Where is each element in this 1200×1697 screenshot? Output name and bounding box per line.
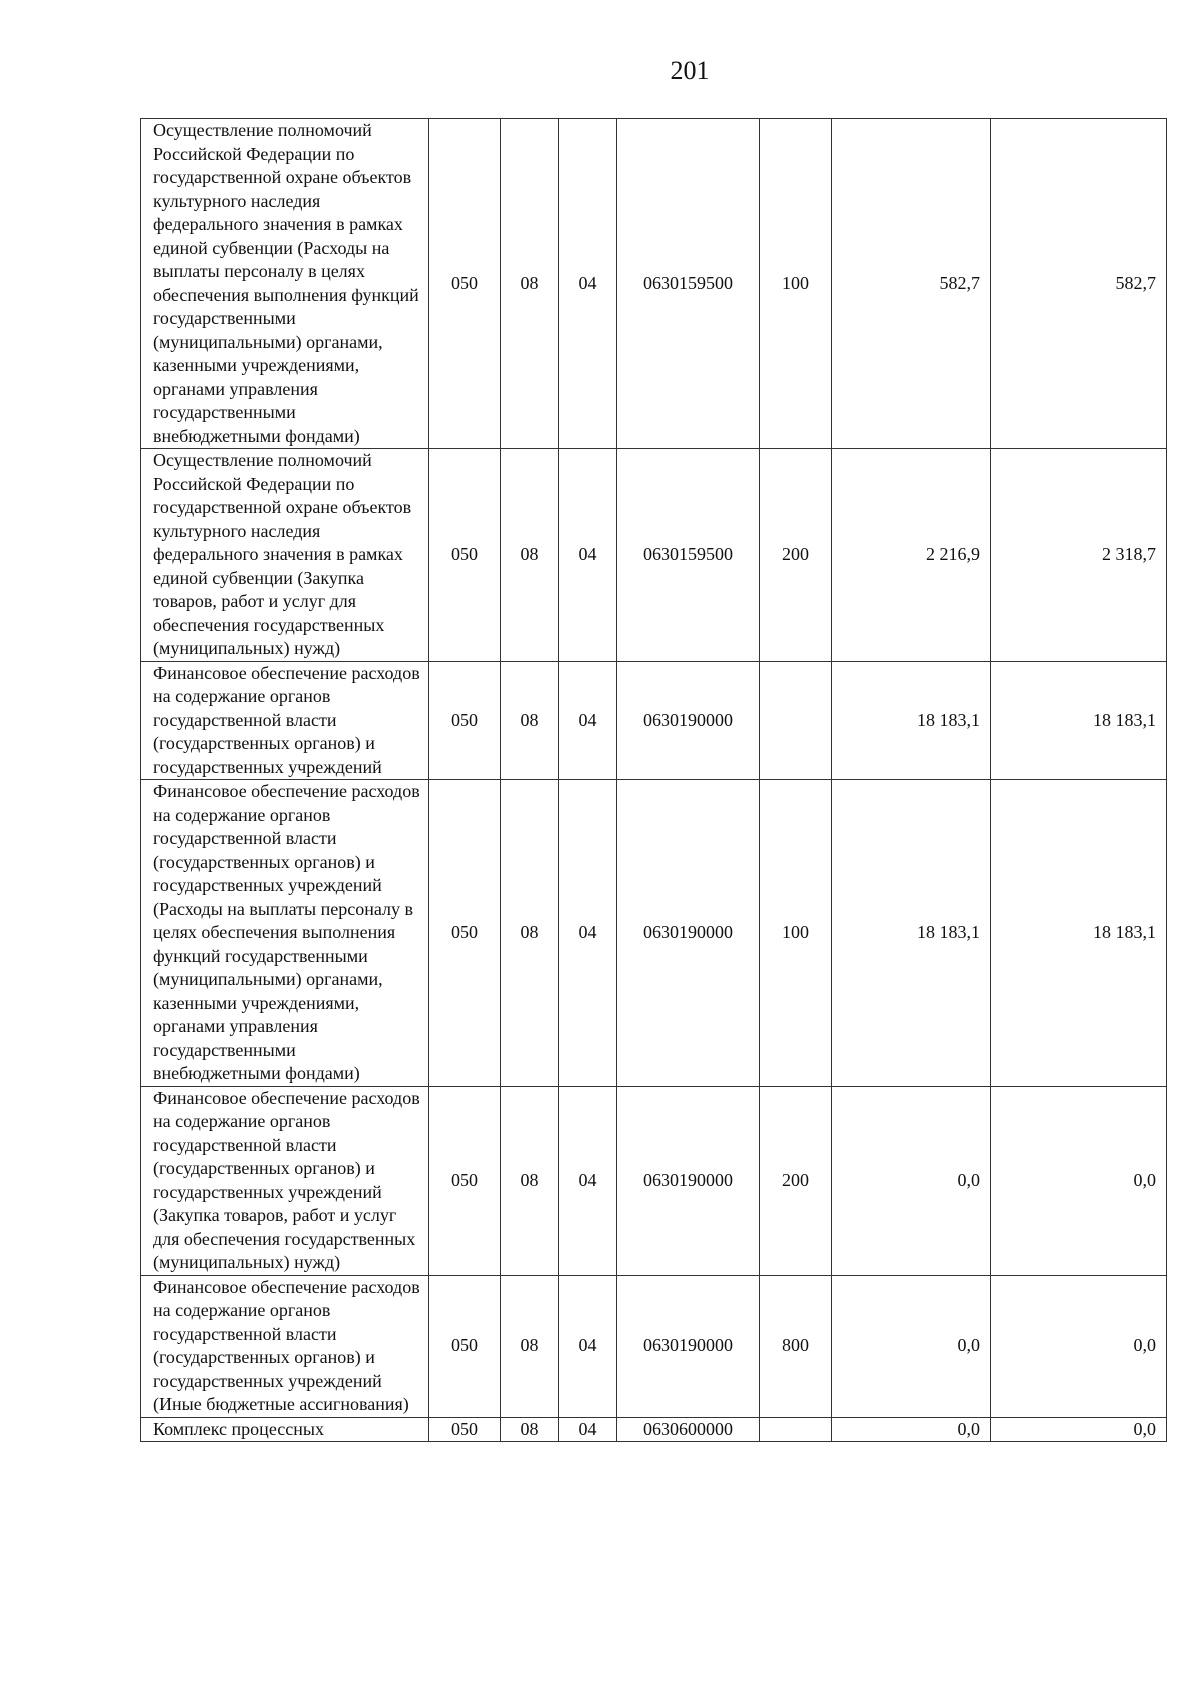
section-code: 08 xyxy=(501,1275,559,1417)
page-number: 201 xyxy=(670,56,710,85)
section-code: 08 xyxy=(501,119,559,449)
expense-type-code: 200 xyxy=(760,449,832,662)
amount-year-2: 18 183,1 xyxy=(991,661,1167,780)
amount-year-1: 2 216,9 xyxy=(832,449,991,662)
subsection-code: 04 xyxy=(559,1086,617,1275)
grbs-code: 050 xyxy=(429,1275,501,1417)
subsection-code: 04 xyxy=(559,780,617,1087)
subsection-code: 04 xyxy=(559,1417,617,1442)
section-code: 08 xyxy=(501,661,559,780)
row-description: Финансовое обеспечение расходов на содержание органов государственной власти (государственных органов) и государственных учреждений (Расходы на выплаты персоналу в целях обеспечения выполнения функций государственными (муниципальными) органами, казенными учреждениями, органами управления государственными внебюджетными фондами) xyxy=(141,780,429,1087)
amount-year-1: 582,7 xyxy=(832,119,991,449)
table-row xyxy=(141,661,1167,780)
amount-year-1: 0,0 xyxy=(832,1275,991,1417)
expense-type-code: 100 xyxy=(760,780,832,1087)
subsection-code: 04 xyxy=(559,1275,617,1417)
grbs-code: 050 xyxy=(429,1417,501,1442)
target-article-code: 0630159500 xyxy=(617,119,760,449)
table-row xyxy=(141,1275,1167,1417)
target-article-code: 0630190000 xyxy=(617,1275,760,1417)
table-row xyxy=(141,119,1167,449)
subsection-code: 04 xyxy=(559,119,617,449)
row-description: Осуществление полномочий Российской Федерации по государственной охране объектов культурного наследия федерального значения в рамках единой субвенции (Закупка товаров, работ и услуг для обеспечения государственных (муниципальных) нужд) xyxy=(141,449,429,662)
amount-year-2: 0,0 xyxy=(991,1086,1167,1275)
grbs-code: 050 xyxy=(429,780,501,1087)
expense-type-code xyxy=(760,1417,832,1442)
row-description: Финансовое обеспечение расходов на содержание органов государственной власти (государственных органов) и государственных учреждений (Закупка товаров, работ и услуг для обеспечения государственных (муниципальных) нужд) xyxy=(141,1086,429,1275)
grbs-code: 050 xyxy=(429,119,501,449)
amount-year-1: 0,0 xyxy=(832,1417,991,1442)
target-article-code: 0630159500 xyxy=(617,449,760,662)
row-description: Комплекс процессных xyxy=(141,1417,429,1442)
section-code: 08 xyxy=(501,449,559,662)
grbs-code: 050 xyxy=(429,449,501,662)
budget-table xyxy=(140,118,1167,1442)
amount-year-1: 18 183,1 xyxy=(832,780,991,1087)
grbs-code: 050 xyxy=(429,1086,501,1275)
amount-year-2: 2 318,7 xyxy=(991,449,1167,662)
target-article-code: 0630190000 xyxy=(617,1086,760,1275)
table-row xyxy=(141,1086,1167,1275)
target-article-code: 0630190000 xyxy=(617,661,760,780)
target-article-code: 0630600000 xyxy=(617,1417,760,1442)
row-description: Финансовое обеспечение расходов на содержание органов государственной власти (государственных органов) и государственных учреждений (Иные бюджетные ассигнования) xyxy=(141,1275,429,1417)
section-code: 08 xyxy=(501,1086,559,1275)
table-row xyxy=(141,1417,1167,1442)
section-code: 08 xyxy=(501,780,559,1087)
amount-year-1: 0,0 xyxy=(832,1086,991,1275)
expense-type-code: 100 xyxy=(760,119,832,449)
expense-type-code xyxy=(760,661,832,780)
subsection-code: 04 xyxy=(559,661,617,780)
amount-year-2: 0,0 xyxy=(991,1275,1167,1417)
expense-type-code: 800 xyxy=(760,1275,832,1417)
table-row xyxy=(141,449,1167,662)
table-row xyxy=(141,780,1167,1087)
row-description: Осуществление полномочий Российской Федерации по государственной охране объектов культурного наследия федерального значения в рамках единой субвенции (Расходы на выплаты персоналу в целях обеспечения выполнения функций государственными (муниципальными) органами, казенными учреждениями, органами управления государственными внебюджетными фондами) xyxy=(141,119,429,449)
amount-year-2: 0,0 xyxy=(991,1417,1167,1442)
subsection-code: 04 xyxy=(559,449,617,662)
section-code: 08 xyxy=(501,1417,559,1442)
amount-year-1: 18 183,1 xyxy=(832,661,991,780)
grbs-code: 050 xyxy=(429,661,501,780)
row-description: Финансовое обеспечение расходов на содержание органов государственной власти (государственных органов) и государственных учреждений xyxy=(141,661,429,780)
amount-year-2: 582,7 xyxy=(991,119,1167,449)
target-article-code: 0630190000 xyxy=(617,780,760,1087)
expense-type-code: 200 xyxy=(760,1086,832,1275)
amount-year-2: 18 183,1 xyxy=(991,780,1167,1087)
